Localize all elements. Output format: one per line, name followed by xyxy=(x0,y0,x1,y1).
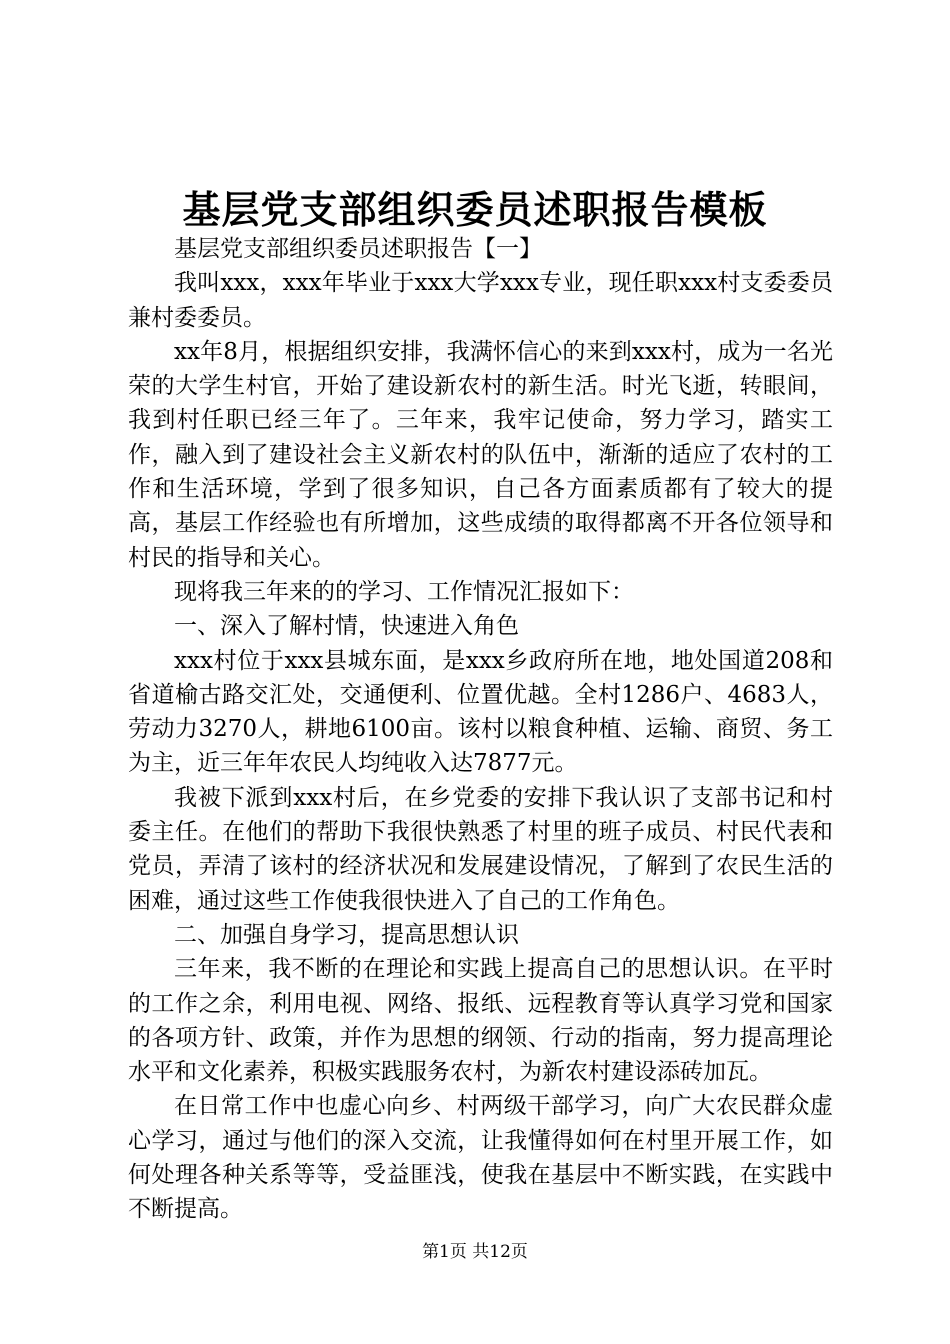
paragraph: xx年8月，根据组织安排，我满怀信心的来到xxx村，成为一名光荣的大学生村官，开始了建设新农村的新生活。时光飞逝，转眼间，我到村任职已经三年了。三年来，我牢记使命，努力学习，踏实工作，融入到了建设社会主义新农村的队伍中，渐渐的适应了农村的工作和生活环境，学到了很多知识，自己各方面素质都有了较大的提高，基层工作经验也有所增加，这些成绩的取得都离不开各位领导和村民的指导和关心。 xyxy=(128,338,833,571)
section-heading: 一、深入了解村情，快速进入角色 xyxy=(174,613,519,640)
paragraph: 现将我三年来的的学习、工作情况汇报如下： xyxy=(174,578,634,605)
section-heading: 基层党支部组织委员述职报告【一】 xyxy=(174,236,542,262)
paragraph: 我被下派到xxx村后，在乡党委的安排下我认识了支部书记和村委主任。在他们的帮助下我很快熟悉了村里的班子成员、村民代表和党员，弄清了该村的经济状况和发展建设情况，了解到了农民生活的困难，通过这些工作使我很快进入了自己的工作角色。 xyxy=(128,784,833,914)
document-body xyxy=(128,232,833,1227)
paragraph: 在日常工作中也虚心向乡、村两级干部学习，向广大农民群众虚心学习，通过与他们的深入交流，让我懂得如何在村里开展工作，如何处理各种关系等等，受益匪浅，使我在基层中不断实践，在实践中不断提高。 xyxy=(128,1093,833,1223)
paragraph: 我叫xxx，xxx年毕业于xxx大学xxx专业，现任职xxx村支委委员兼村委委员。 xyxy=(128,270,833,331)
section-heading: 二、加强自身学习，提高思想认识 xyxy=(174,921,519,948)
paragraph: xxx村位于xxx县城东面，是xxx乡政府所在地，地处国道208和省道榆古路交汇处，交通便利、位置优越。全村1286户、4683人，劳动力3270人，耕地6100亩。该村以粮食种植、运输、商贸、务工为主，近三年年农民人均纯收入达7877元。 xyxy=(128,647,833,777)
document-title: 基层党支部组织委员述职报告模板 xyxy=(182,187,768,232)
page-footer: 第1页 共12页 xyxy=(422,1242,528,1262)
paragraph: 三年来，我不断的在理论和实践上提高自己的思想认识。在平时的工作之余，利用电视、网络、报纸、远程教育等认真学习党和国家的各项方针、政策，并作为思想的纲领、行动的指南，努力提高理论水平和文化素养，积极实践服务农村，为新农村建设添砖加瓦。 xyxy=(128,956,833,1086)
